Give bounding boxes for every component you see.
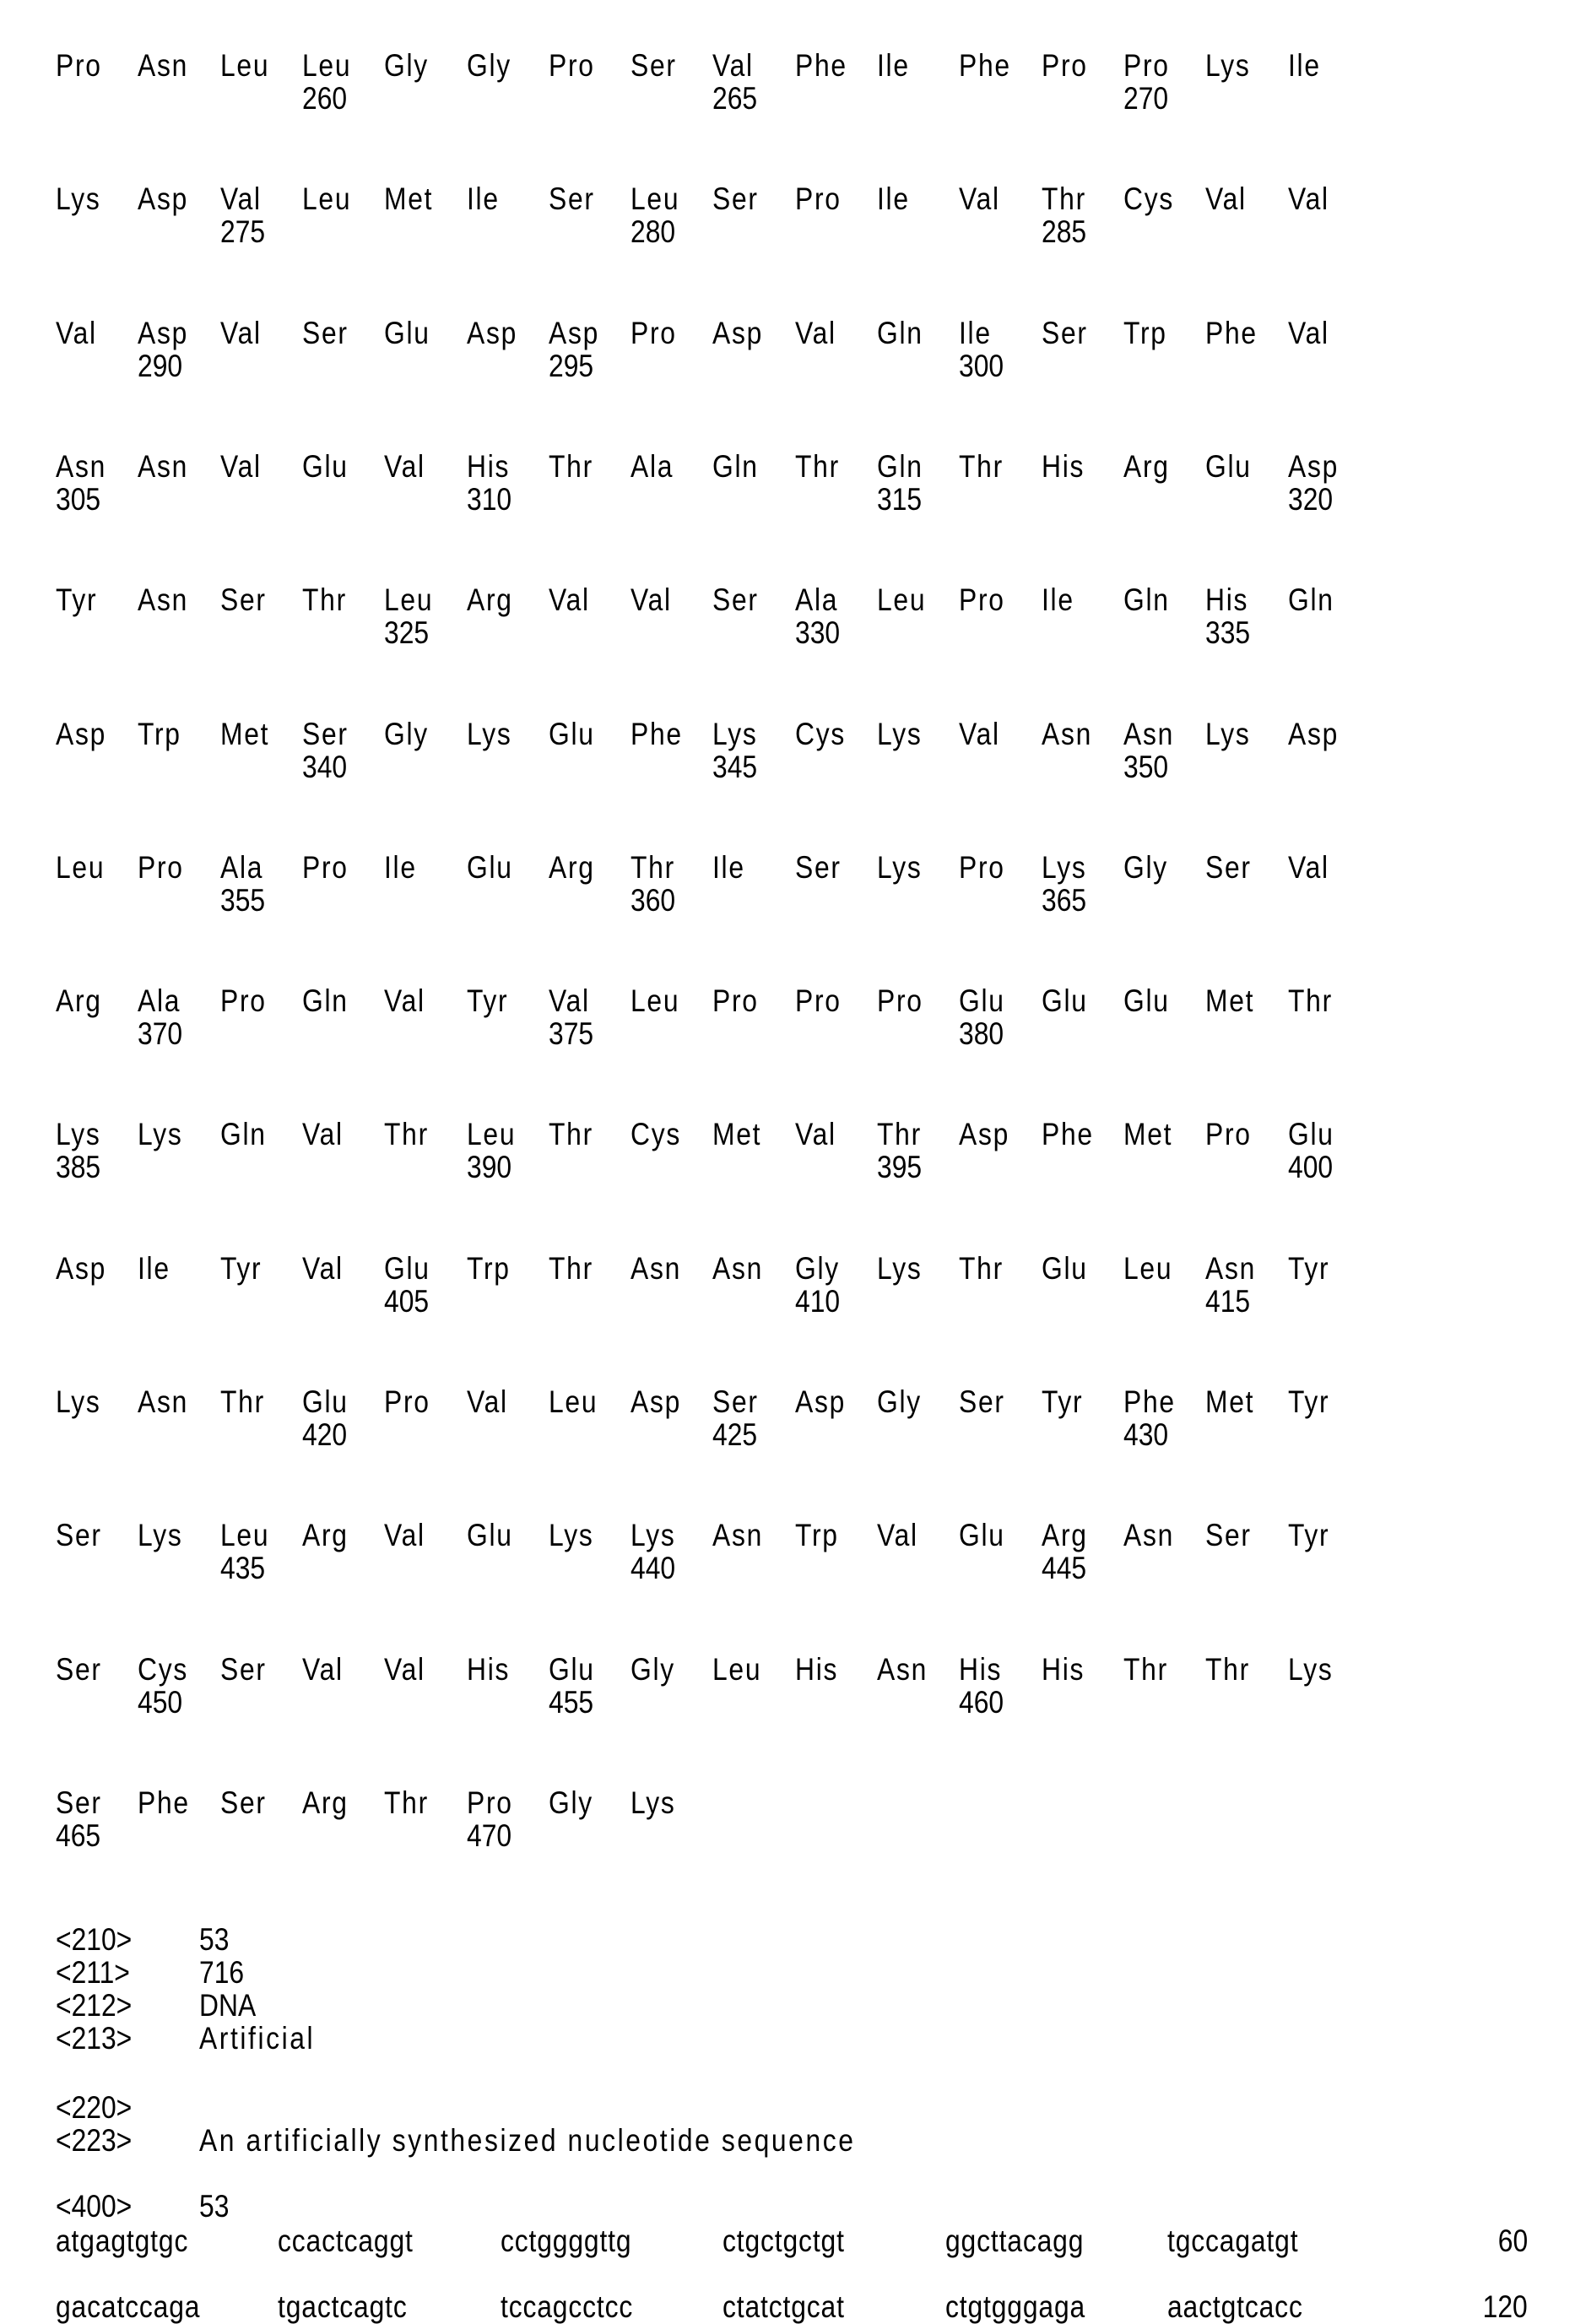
- residue-number: 415: [1205, 1285, 1250, 1319]
- residue: Glu: [302, 450, 349, 484]
- residue: Glu: [959, 1519, 1005, 1552]
- residue: Lys: [467, 718, 512, 751]
- residue: Trp: [467, 1252, 511, 1286]
- residue: Thr: [384, 1786, 429, 1820]
- residue-number: 460: [959, 1686, 1004, 1720]
- residue: Val: [1288, 317, 1329, 350]
- residue: Ile: [138, 1252, 170, 1286]
- residue: Gly: [467, 49, 511, 83]
- residue: Asn: [138, 450, 188, 484]
- residue: Leu: [467, 1118, 516, 1151]
- residue: Ser: [795, 851, 842, 885]
- residue: Val: [959, 182, 1000, 216]
- residue: Thr: [631, 851, 675, 885]
- residue: Thr: [1205, 1653, 1250, 1687]
- residue: Asn: [1123, 1519, 1174, 1552]
- residue: Leu: [220, 1519, 269, 1552]
- residue-number: 445: [1042, 1552, 1086, 1585]
- residue-number: 315: [877, 483, 922, 517]
- residue-number: 435: [220, 1552, 265, 1585]
- residue: Val: [220, 450, 262, 484]
- residue: Trp: [1123, 317, 1167, 350]
- residue: Leu: [712, 1653, 761, 1687]
- residue: Phe: [1205, 317, 1258, 350]
- residue: Thr: [795, 450, 840, 484]
- residue-number: 375: [549, 1017, 593, 1051]
- residue: Leu: [631, 182, 679, 216]
- residue: Pro: [795, 984, 842, 1018]
- residue: Glu: [1205, 450, 1252, 484]
- residue: Pro: [467, 1786, 513, 1820]
- residue: Thr: [1042, 182, 1086, 216]
- residue: Val: [302, 1653, 344, 1687]
- residue: Val: [384, 450, 425, 484]
- residue: Val: [549, 984, 590, 1018]
- residue-number: 270: [1123, 82, 1168, 116]
- residue: Lys: [1288, 1653, 1334, 1687]
- residue: Lys: [712, 718, 758, 751]
- residue-number: 325: [384, 616, 429, 650]
- residue: Asn: [631, 1252, 681, 1286]
- residue: Val: [1288, 182, 1329, 216]
- residue: Asp: [712, 317, 763, 350]
- residue-number: 420: [302, 1418, 347, 1452]
- dna-group: ccactcaggt: [278, 2224, 414, 2258]
- residue: Cys: [795, 718, 846, 751]
- residue: Gln: [302, 984, 349, 1018]
- residue: Glu: [467, 1519, 513, 1552]
- residue: Ser: [712, 1385, 759, 1419]
- residue: Leu: [384, 583, 433, 617]
- residue: Gly: [795, 1252, 840, 1286]
- residue: Ile: [1042, 583, 1074, 617]
- residue: Asp: [138, 182, 188, 216]
- field-tag: <212>: [56, 1989, 132, 2023]
- residue: Asp: [549, 317, 599, 350]
- residue: Gly: [631, 1653, 675, 1687]
- residue-number: 330: [795, 616, 840, 650]
- residue-number: 470: [467, 1819, 511, 1853]
- field-tag: <223>: [56, 2124, 132, 2158]
- residue-number: 440: [631, 1552, 675, 1585]
- residue: Ser: [56, 1786, 102, 1820]
- base-count: 120: [1483, 2290, 1528, 2324]
- residue: Phe: [795, 49, 847, 83]
- residue: Thr: [549, 1118, 593, 1151]
- residue: Phe: [631, 718, 683, 751]
- residue: Ser: [712, 182, 759, 216]
- residue: Lys: [877, 1252, 923, 1286]
- residue: Thr: [1288, 984, 1333, 1018]
- residue: Ile: [877, 49, 910, 83]
- residue: Gly: [384, 718, 429, 751]
- residue: Thr: [959, 450, 1004, 484]
- residue: Met: [220, 718, 269, 751]
- residue-number: 285: [1042, 215, 1086, 249]
- residue: Ala: [220, 851, 263, 885]
- residue: Lys: [56, 1118, 101, 1151]
- residue-number: 465: [56, 1819, 100, 1853]
- residue: Glu: [1042, 1252, 1088, 1286]
- residue: Val: [384, 984, 425, 1018]
- field-value: An artificially synthesized nucleotide sequence: [199, 2124, 855, 2158]
- residue-number: 395: [877, 1151, 922, 1184]
- residue-number: 365: [1042, 884, 1086, 918]
- residue: Lys: [1205, 49, 1251, 83]
- residue: Leu: [1123, 1252, 1172, 1286]
- residue: Ser: [549, 182, 595, 216]
- residue: Pro: [56, 49, 102, 83]
- residue-number: 280: [631, 215, 675, 249]
- residue: Arg: [302, 1786, 349, 1820]
- residue: Met: [1205, 1385, 1254, 1419]
- residue: Asp: [959, 1118, 1009, 1151]
- base-count: 60: [1498, 2224, 1528, 2258]
- residue: Phe: [1123, 1385, 1176, 1419]
- residue: Trp: [138, 718, 181, 751]
- residue: His: [1205, 583, 1248, 617]
- residue: Ser: [1205, 851, 1252, 885]
- residue: Thr: [549, 450, 593, 484]
- residue: Arg: [1123, 450, 1170, 484]
- residue: Arg: [549, 851, 595, 885]
- residue: Cys: [138, 1653, 188, 1687]
- residue: Ala: [795, 583, 838, 617]
- residue: Met: [712, 1118, 761, 1151]
- residue: Glu: [549, 718, 595, 751]
- residue: Asn: [138, 583, 188, 617]
- field-value: 716: [199, 1956, 244, 1990]
- residue: Ser: [56, 1653, 102, 1687]
- field-value: Artificial: [199, 2022, 315, 2056]
- residue-number: 320: [1288, 483, 1333, 517]
- field-tag: <211>: [56, 1956, 130, 1990]
- residue-number: 345: [712, 750, 757, 784]
- residue: Val: [467, 1385, 508, 1419]
- residue-number: 370: [138, 1017, 182, 1051]
- residue: Ser: [1205, 1519, 1252, 1552]
- residue-number: 405: [384, 1285, 429, 1319]
- residue: Ser: [220, 1653, 267, 1687]
- residue: Val: [1288, 851, 1329, 885]
- residue: Ser: [712, 583, 759, 617]
- residue: Val: [56, 317, 97, 350]
- residue-number: 265: [712, 82, 757, 116]
- residue: Met: [384, 182, 433, 216]
- residue-number: 355: [220, 884, 265, 918]
- residue: Glu: [384, 317, 430, 350]
- residue: Gln: [1288, 583, 1334, 617]
- residue-number: 295: [549, 349, 593, 383]
- residue: Met: [1205, 984, 1254, 1018]
- residue: Arg: [1042, 1519, 1088, 1552]
- residue: Pro: [712, 984, 759, 1018]
- residue: Val: [712, 49, 754, 83]
- residue: His: [467, 450, 510, 484]
- residue: Leu: [220, 49, 269, 83]
- residue: Ser: [302, 317, 349, 350]
- dna-group: ggcttacagg: [945, 2224, 1084, 2258]
- residue: Val: [1205, 182, 1247, 216]
- residue: Asn: [138, 49, 188, 83]
- residue: Asn: [1123, 718, 1174, 751]
- residue: Gln: [877, 450, 923, 484]
- dna-group: aactgtcacc: [1167, 2290, 1303, 2324]
- residue: Val: [302, 1252, 344, 1286]
- residue: Thr: [220, 1385, 265, 1419]
- residue: Tyr: [1042, 1385, 1083, 1419]
- residue: Lys: [138, 1118, 183, 1151]
- residue: Pro: [877, 984, 923, 1018]
- residue: Tyr: [467, 984, 508, 1018]
- residue: Thr: [959, 1252, 1004, 1286]
- residue: Asp: [138, 317, 188, 350]
- residue: Gln: [220, 1118, 267, 1151]
- residue: Lys: [1042, 851, 1087, 885]
- dna-group: cctggggttg: [501, 2224, 631, 2258]
- residue: Ser: [959, 1385, 1005, 1419]
- residue: Gln: [1123, 583, 1170, 617]
- residue: Asp: [467, 317, 517, 350]
- residue: Ile: [712, 851, 745, 885]
- residue: Val: [220, 182, 262, 216]
- residue: Tyr: [56, 583, 97, 617]
- residue: Phe: [1042, 1118, 1094, 1151]
- residue: Arg: [302, 1519, 349, 1552]
- residue: Lys: [138, 1519, 183, 1552]
- residue: Gly: [877, 1385, 922, 1419]
- residue: Lys: [549, 1519, 594, 1552]
- residue-number: 385: [56, 1151, 100, 1184]
- residue: Ser: [56, 1519, 102, 1552]
- dna-group: gacatccaga: [56, 2290, 200, 2324]
- residue: Val: [220, 317, 262, 350]
- residue: Pro: [220, 984, 267, 1018]
- residue-number: 450: [138, 1686, 182, 1720]
- residue: Asp: [56, 1252, 106, 1286]
- residue-number: 310: [467, 483, 511, 517]
- residue-number: 455: [549, 1686, 593, 1720]
- residue-number: 305: [56, 483, 100, 517]
- residue: Tyr: [1288, 1519, 1329, 1552]
- residue: Leu: [56, 851, 105, 885]
- residue: His: [467, 1653, 510, 1687]
- residue: Ala: [631, 450, 674, 484]
- residue: Pro: [631, 317, 677, 350]
- residue: His: [795, 1653, 838, 1687]
- residue: Asn: [712, 1519, 763, 1552]
- residue: Arg: [467, 583, 513, 617]
- residue: Ser: [220, 1786, 267, 1820]
- residue: Pro: [959, 851, 1005, 885]
- residue: Gly: [549, 1786, 593, 1820]
- residue-number: 425: [712, 1418, 757, 1452]
- residue: Leu: [302, 182, 351, 216]
- field-tag: <213>: [56, 2022, 132, 2056]
- residue: His: [1042, 450, 1085, 484]
- residue: Cys: [631, 1118, 681, 1151]
- residue: Glu: [467, 851, 513, 885]
- residue: Thr: [877, 1118, 922, 1151]
- residue: Pro: [1042, 49, 1088, 83]
- residue: Phe: [138, 1786, 190, 1820]
- residue: Ser: [631, 49, 677, 83]
- residue-number: 300: [959, 349, 1004, 383]
- residue: Asn: [1042, 718, 1092, 751]
- residue: Gly: [1123, 851, 1168, 885]
- residue-number: 260: [302, 82, 347, 116]
- dna-group: ctgctgctgt: [723, 2224, 845, 2258]
- residue: Asp: [795, 1385, 846, 1419]
- residue-number: 290: [138, 349, 182, 383]
- dna-group: atgagtgtgc: [56, 2224, 188, 2258]
- residue: Thr: [302, 583, 347, 617]
- residue: Glu: [959, 984, 1005, 1018]
- residue: Lys: [877, 851, 923, 885]
- residue: Arg: [56, 984, 102, 1018]
- residue: Tyr: [220, 1252, 262, 1286]
- residue-number: 390: [467, 1151, 511, 1184]
- field-tag: <400>: [56, 2190, 132, 2224]
- residue-number: 380: [959, 1017, 1004, 1051]
- residue: Asn: [138, 1385, 188, 1419]
- residue: Pro: [795, 182, 842, 216]
- residue: Leu: [302, 49, 351, 83]
- residue: Pro: [959, 583, 1005, 617]
- residue: His: [1042, 1653, 1085, 1687]
- residue: Asp: [631, 1385, 681, 1419]
- residue: Val: [631, 583, 672, 617]
- residue: Trp: [795, 1519, 839, 1552]
- residue: Val: [795, 1118, 836, 1151]
- residue: Tyr: [1288, 1385, 1329, 1419]
- residue: Asp: [56, 718, 106, 751]
- residue: Leu: [631, 984, 679, 1018]
- residue: Pro: [384, 1385, 430, 1419]
- dna-group: ctgtgggaga: [945, 2290, 1085, 2324]
- dna-group: tgactcagtc: [278, 2290, 408, 2324]
- residue: Met: [1123, 1118, 1172, 1151]
- residue: Asn: [877, 1653, 928, 1687]
- residue: Val: [959, 718, 1000, 751]
- field-value: 53: [199, 1923, 229, 1957]
- residue: Lys: [631, 1786, 676, 1820]
- residue: Glu: [1288, 1118, 1334, 1151]
- residue: Thr: [549, 1252, 593, 1286]
- residue: Gln: [877, 317, 923, 350]
- field-value: 53: [199, 2190, 229, 2224]
- residue: Val: [384, 1519, 425, 1552]
- residue: Gln: [712, 450, 759, 484]
- residue: Val: [795, 317, 836, 350]
- dna-group: tgccagatgt: [1167, 2224, 1298, 2258]
- residue: Glu: [1042, 984, 1088, 1018]
- residue: Ser: [302, 718, 349, 751]
- field-value: DNA: [199, 1989, 256, 2023]
- residue: Pro: [1205, 1118, 1252, 1151]
- residue: Asp: [1288, 718, 1339, 751]
- residue-number: 340: [302, 750, 347, 784]
- residue: Ala: [138, 984, 181, 1018]
- residue: Leu: [877, 583, 926, 617]
- residue: Glu: [384, 1252, 430, 1286]
- residue: Ser: [220, 583, 267, 617]
- residue-number: 335: [1205, 616, 1250, 650]
- residue: Val: [384, 1653, 425, 1687]
- residue: Thr: [384, 1118, 429, 1151]
- residue: Pro: [549, 49, 595, 83]
- dna-group: ctatctgcat: [723, 2290, 845, 2324]
- residue: Pro: [138, 851, 184, 885]
- residue: Glu: [549, 1653, 595, 1687]
- residue: Asn: [712, 1252, 763, 1286]
- residue: Leu: [549, 1385, 598, 1419]
- residue: Ile: [467, 182, 500, 216]
- residue-number: 275: [220, 215, 265, 249]
- residue-number: 360: [631, 884, 675, 918]
- residue: Tyr: [1288, 1252, 1329, 1286]
- residue: Val: [549, 583, 590, 617]
- dna-group: tccagcctcc: [501, 2290, 633, 2324]
- residue: Ile: [384, 851, 417, 885]
- residue-number: 430: [1123, 1418, 1168, 1452]
- residue: Gly: [384, 49, 429, 83]
- residue: Thr: [1123, 1653, 1168, 1687]
- residue: Lys: [56, 1385, 101, 1419]
- residue: Lys: [56, 182, 101, 216]
- residue: Lys: [631, 1519, 676, 1552]
- residue: Lys: [877, 718, 923, 751]
- field-tag: <210>: [56, 1923, 132, 1957]
- residue: Asn: [1205, 1252, 1256, 1286]
- residue: Ile: [959, 317, 992, 350]
- residue: Glu: [302, 1385, 349, 1419]
- residue: Val: [877, 1519, 918, 1552]
- residue: Glu: [1123, 984, 1170, 1018]
- residue: Cys: [1123, 182, 1174, 216]
- field-tag: <220>: [56, 2091, 132, 2125]
- residue: Pro: [1123, 49, 1170, 83]
- residue: Ile: [1288, 49, 1321, 83]
- residue: Ser: [1042, 317, 1088, 350]
- residue: Lys: [1205, 718, 1251, 751]
- residue: His: [959, 1653, 1002, 1687]
- residue: Phe: [959, 49, 1011, 83]
- residue: Ile: [877, 182, 910, 216]
- residue-number: 410: [795, 1285, 840, 1319]
- residue-number: 400: [1288, 1151, 1333, 1184]
- residue: Pro: [302, 851, 349, 885]
- residue-number: 350: [1123, 750, 1168, 784]
- residue: Val: [302, 1118, 344, 1151]
- residue: Asp: [1288, 450, 1339, 484]
- residue: Asn: [56, 450, 106, 484]
